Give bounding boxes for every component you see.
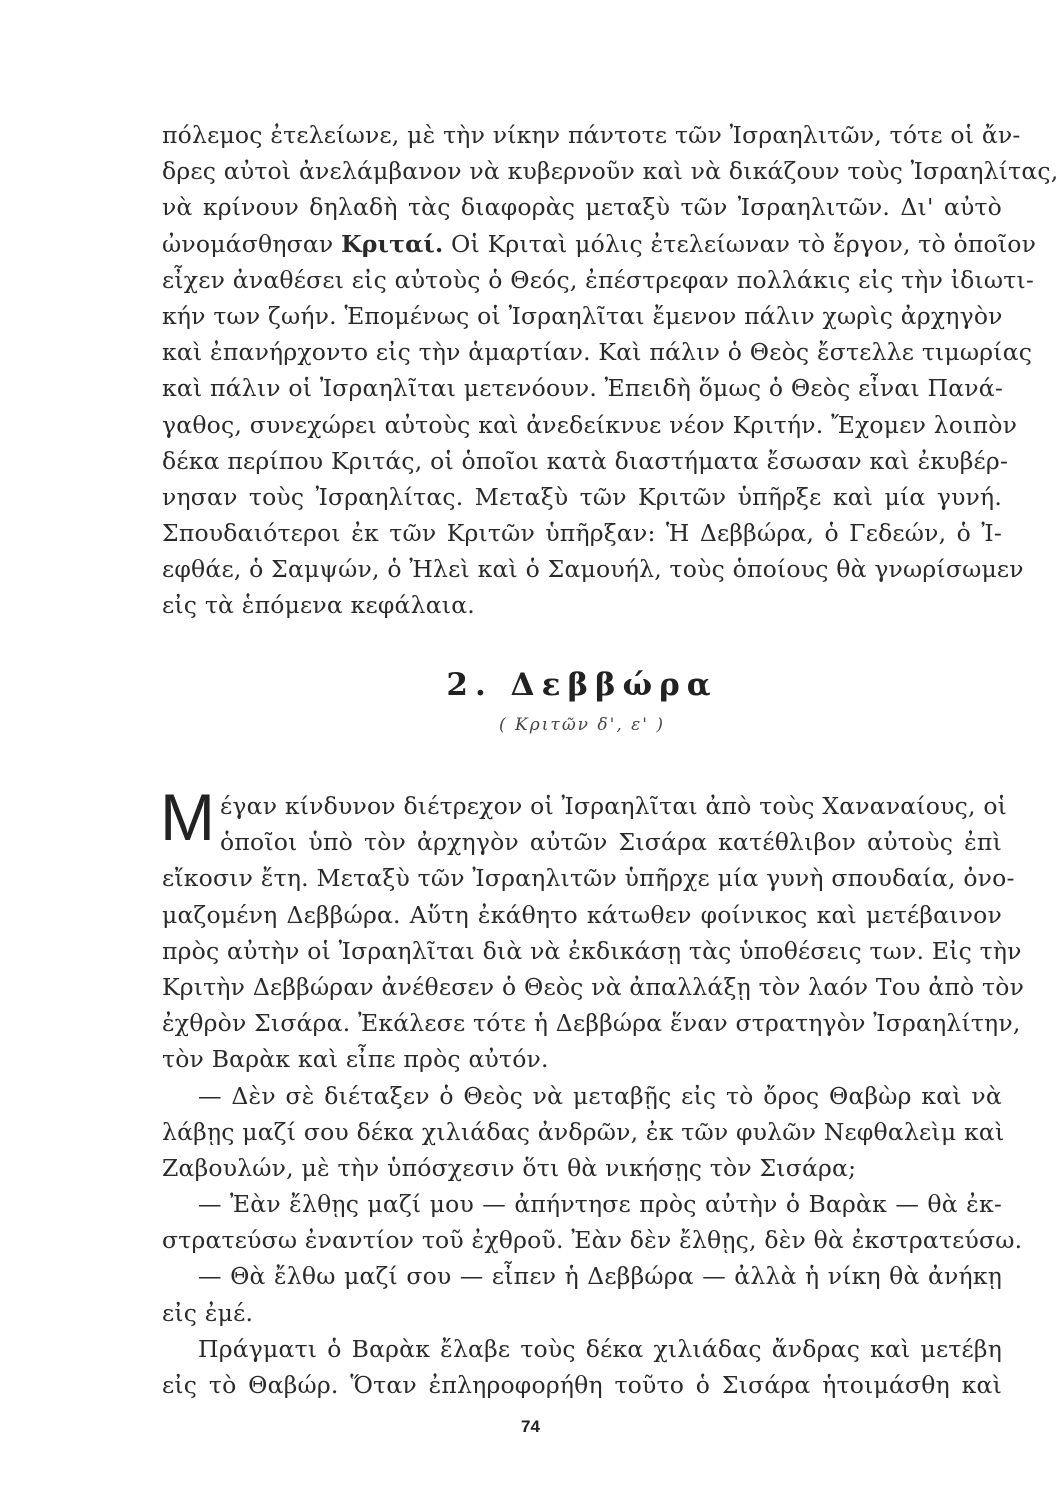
page-number: 74 [521, 1417, 540, 1436]
text-line: νὰ κρίνουν δηλαδὴ τὰς διαφορὰς μεταξὺ τῶν Ἰσραηλιτῶν. Δι' αὐτὸ [162, 193, 1002, 222]
drop-cap-paragraph [160, 780, 1008, 860]
text-line: εφθάε, ὁ Σαμψών, ὁ Ἠλεὶ καὶ ὁ Σαμουήλ, τοὺς ὁποίους θὰ γνωρίσωμεν [162, 555, 1024, 584]
text-line: πρὸς αὐτὴν οἱ Ἰσραηλῖται διὰ νὰ ἐκδικάσῃ τὰς ὑποθέσεις των. Εἰς τὴν [162, 936, 1022, 965]
text-span: ὠνομάσθησαν [162, 229, 334, 258]
text-line: Κριτὴν Δεββώραν ἀνέθεσεν ὁ Θεὸς νὰ ἀπαλλάξῃ τὸν λαόν Του ἀπὸ τὸν [162, 972, 1025, 1001]
text-line: εἰς τὰ ἑπόμενα κεφάλαια. [162, 591, 475, 620]
text-line: εἰς τὸ Θαβώρ. Ὅταν ἐπληροφορήθη τοῦτο ὁ Σισάρα ἡτοιμάσθη καὶ [162, 1371, 1002, 1399]
dialogue-line: — Δὲν σὲ διέταξεν ὁ Θεὸς νὰ μεταβῇς εἰς τὸ ὄρος Θαβὼρ καὶ νὰ [198, 1081, 1002, 1110]
text-line: Πράγματι ὁ Βαρὰκ ἔλαβε τοὺς δέκα χιλιάδας ἄνδρας καὶ μετέβη [198, 1334, 1002, 1363]
text-line: νησαν τοὺς Ἰσραηλίτας. Μεταξὺ τῶν Κριτῶν ὑπῆρξε καὶ μία γυνή. [162, 482, 1002, 511]
dialogue-line: λάβῃς μαζί σου δέκα χιλιάδας ἀνδρῶν, ἐκ τῶν φυλῶν Νεφθαλεὶμ καὶ [162, 1117, 1005, 1146]
dialogue-line: Ζαβουλών, μὲ τὴν ὑπόσχεσιν ὅτι θὰ νικήσῃς τὸν Σισάρα; [162, 1153, 857, 1182]
term-kritai: Κριταί. [341, 229, 444, 258]
drop-cap: Μ [160, 780, 215, 854]
text-line: τὸν Βαρὰκ καὶ εἶπε πρὸς αὐτόν. [162, 1045, 549, 1074]
text-line: εἶχεν ἀναθέσει εἰς αὐτοὺς ὁ Θεός, ἐπέστρεφαν πολλάκις εἰς τὴν ἰδιωτι- [162, 265, 1035, 294]
dialogue-line: — Ἐὰν ἔλθῃς μαζί μου — ἀπήντησε πρὸς αὐτὴν ὁ Βαρὰκ — θὰ ἐκ- [198, 1190, 1002, 1219]
text-line: πόλεμος ἐτελείωνε, μὲ τὴν νίκην πάντοτε τῶν Ἰσραηλιτῶν, τότε οἱ ἄν- [162, 121, 1021, 149]
text-line: δρες αὐτοὶ ἀνελάμβανον νὰ κυβερνοῦν καὶ νὰ δικάζουν τοὺς Ἰσραηλίτας, [162, 157, 1059, 186]
text-span: Οἱ Κριταὶ μόλις ἐτελείωναν τὸ ἔργον, τὸ ὁποῖον [451, 229, 1037, 258]
dialogue-line: εἰς ἐμέ. [162, 1298, 254, 1327]
text-line: εἴκοσιν ἔτη. Μεταξὺ τῶν Ἰσραηλιτῶν ὑπῆρχε μία γυνὴ σπουδαία, ὀνο- [162, 864, 1015, 893]
text-line: δέκα περίπου Κριτάς, οἱ ὁποῖοι κατὰ διαστήματα ἔσωσαν καὶ ἐκυβέρ- [162, 446, 1009, 475]
chapter-reference: ( Κριτῶν δ', ε' ) [499, 715, 665, 735]
dialogue-line: στρατεύσω ἐναντίον τοῦ ἐχθροῦ. Ἐὰν δὲν ἔλθῃς, δὲν θὰ ἐκστρατεύσω. [162, 1226, 1023, 1255]
text-line: κήν των ζωήν. Ἑπομένως οἱ Ἰσραηλῖται ἔμενον πάλιν χωρὶς ἀρχηγὸν [162, 301, 1003, 330]
chapter-title: 2. Δεββώρα [446, 667, 718, 703]
text-line: γαθος, συνεχώρει αὐτοὺς καὶ ἀνεδείκνυε νέον Κριτήν. Ἔχομεν λοιπὸν [162, 410, 1018, 439]
section-intro [162, 117, 1059, 624]
page-body [160, 117, 1059, 1399]
text-line: ὁποῖοι ὑπὸ τὸν ἀρχηγὸν αὐτῶν Σισάρα κατέθλιβον αὐτοὺς ἐπὶ [220, 828, 1002, 857]
dialogue-line: — Θὰ ἔλθω μαζί σου — εἶπεν ἡ Δεββώρα — ἀλλὰ ἡ νίκη θὰ ἀνήκῃ [198, 1262, 1002, 1291]
text-line: καὶ ἐπανήρχοντο εἰς τὴν ἁμαρτίαν. Καὶ πάλιν ὁ Θεὸς ἔστελλε τιμωρίας [162, 338, 1033, 367]
text-line: έγαν κίνδυνον διέτρεχον οἱ Ἰσραηλῖται ἀπὸ τοὺς Χαναναίους, οἱ [220, 792, 1008, 820]
text-line: καὶ πάλιν οἱ Ἰσραηλῖται μετενόουν. Ἐπειδὴ ὅμως ὁ Θεὸς εἶναι Πανά- [162, 374, 1003, 403]
section-deborah [160, 780, 1025, 1403]
text-line: ἐχθρὸν Σισάρα. Ἐκάλεσε τότε ἡ Δεββώρα ἕναν στρατηγὸν Ἰσραηλίτην, [162, 1009, 1021, 1038]
text-line [162, 226, 1037, 262]
text-line: Σπουδαιότεροι ἐκ τῶν Κριτῶν ὑπῆρξαν: Ἡ Δεββώρα, ὁ Γεδεών, ὁ Ἰ- [162, 519, 1002, 548]
text-line: μαζομένη Δεββώρα. Αὕτη ἐκάθητο κάτωθεν φοίνικος καὶ μετέβαινον [162, 900, 1002, 929]
